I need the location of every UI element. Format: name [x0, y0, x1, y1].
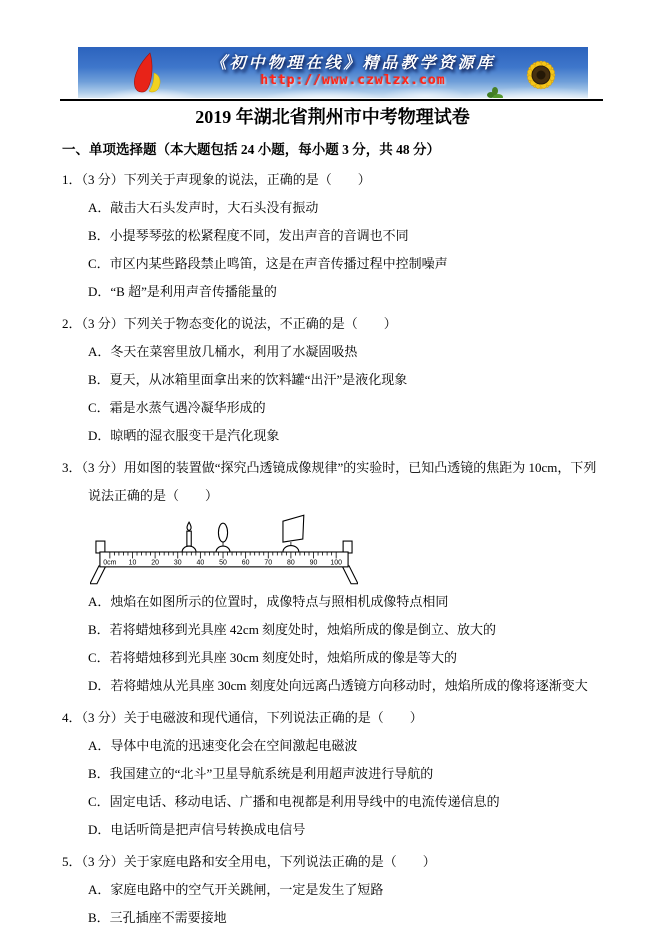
svg-text:40: 40	[196, 559, 205, 567]
banner-url: http://www.czwlzx.com	[260, 73, 446, 88]
question-block	[62, 310, 603, 450]
question-block	[62, 848, 603, 932]
header-divider	[60, 99, 603, 101]
option-item: A．烛焰在如图所示的位置时，成像特点与照相机成像特点相同	[88, 594, 449, 609]
question-stem: 5．（3 分）关于家庭电路和安全用电，下列说法正确的是（ ）	[62, 854, 436, 869]
svg-text:50: 50	[219, 559, 227, 567]
document-content	[62, 104, 603, 935]
question-block	[62, 704, 603, 844]
question-stem: 4．（3 分）关于电磁波和现代通信，下列说法正确的是（ ）	[62, 710, 423, 725]
option-item: C．若将蜡烛移到光具座 30cm 刻度处时，烛焰所成的像是等大的	[88, 650, 458, 665]
convex-lens-icon	[216, 523, 230, 552]
option-item: A．导体中电流的迅速变化会在空间激起电磁波	[88, 738, 358, 753]
banner-title: 《初中物理在线》精品教学资源库	[210, 55, 496, 72]
plant-sprout-icon	[486, 84, 506, 98]
question-block	[62, 166, 603, 306]
option-item: C．固定电话、移动电话、广播和电视都是利用导线中的电流传递信息的	[88, 794, 500, 809]
option-item: B．小提琴琴弦的松紧程度不同，发出声音的音调也不同	[88, 228, 409, 243]
option-item: D．若将蜡烛从光具座 30cm 刻度处向远离凸透镜方向移动时，烛焰所成的像将逐渐变大	[88, 678, 588, 693]
option-item: B．三孔插座不需要接地	[88, 910, 227, 925]
option-item: D．晾晒的湿衣服变干是汽化现象	[88, 428, 280, 443]
banner-image	[78, 47, 588, 98]
page-title: 2019 年湖北省荆州市中考物理试卷	[195, 107, 470, 127]
flame-logo-icon	[126, 51, 172, 97]
option-item: D．电话听筒是把声信号转换成电信号	[88, 822, 306, 837]
option-item: A．敲击大石头发声时，大石头没有振动	[88, 200, 319, 215]
sunflower-icon	[510, 47, 572, 98]
option-item: C．市区内某些路段禁止鸣笛，这是在声音传播过程中控制噪声	[88, 256, 448, 271]
option-item: B．我国建立的“北斗”卫星导航系统是利用超声波进行导航的	[88, 766, 434, 781]
question-stem: 3．（3 分）用如图的装置做“探究凸透镜成像规律”的实验时，已知凸透镜的焦距为 10cm，下列说法正确的是（ ）	[62, 460, 597, 503]
svg-text:60: 60	[241, 559, 250, 567]
svg-text:90: 90	[309, 559, 318, 567]
banner-text	[188, 50, 518, 88]
screen-icon	[283, 515, 304, 552]
svg-text:100: 100	[330, 559, 342, 567]
svg-text:70: 70	[264, 559, 273, 567]
question-stem: 2．（3 分）下列关于物态变化的说法，不正确的是（ ）	[62, 316, 397, 331]
option-item: D．“B 超”是利用声音传播能量的	[88, 284, 277, 299]
option-item: B．若将蜡烛移到光具座 42cm 刻度处时，烛焰所成的像是倒立、放大的	[88, 622, 497, 637]
option-item: B．夏天，从冰箱里面拿出来的饮料罐“出汗”是液化现象	[88, 372, 408, 387]
question-stem: 1．（3 分）下列关于声现象的说法，正确的是（ ）	[62, 172, 371, 187]
option-item: A．家庭电路中的空气开关跳闸，一定是发生了短路	[88, 882, 384, 897]
optical-bench-diagram	[90, 514, 603, 586]
candle-icon	[182, 522, 196, 552]
question-block	[62, 454, 603, 700]
option-item: C．霜是水蒸气遇冷凝华形成的	[88, 400, 266, 415]
svg-text:0cm: 0cm	[103, 559, 117, 567]
option-item: A．冬天在菜窖里放几桶水，利用了水凝固吸热	[88, 344, 358, 359]
svg-text:20: 20	[151, 559, 159, 567]
svg-text:30: 30	[173, 559, 182, 567]
svg-text:80: 80	[287, 559, 295, 567]
section-heading: 一、单项选择题（本大题包括 24 小题，每小题 3 分，共 48 分）	[62, 142, 440, 157]
svg-text:10: 10	[128, 559, 137, 567]
